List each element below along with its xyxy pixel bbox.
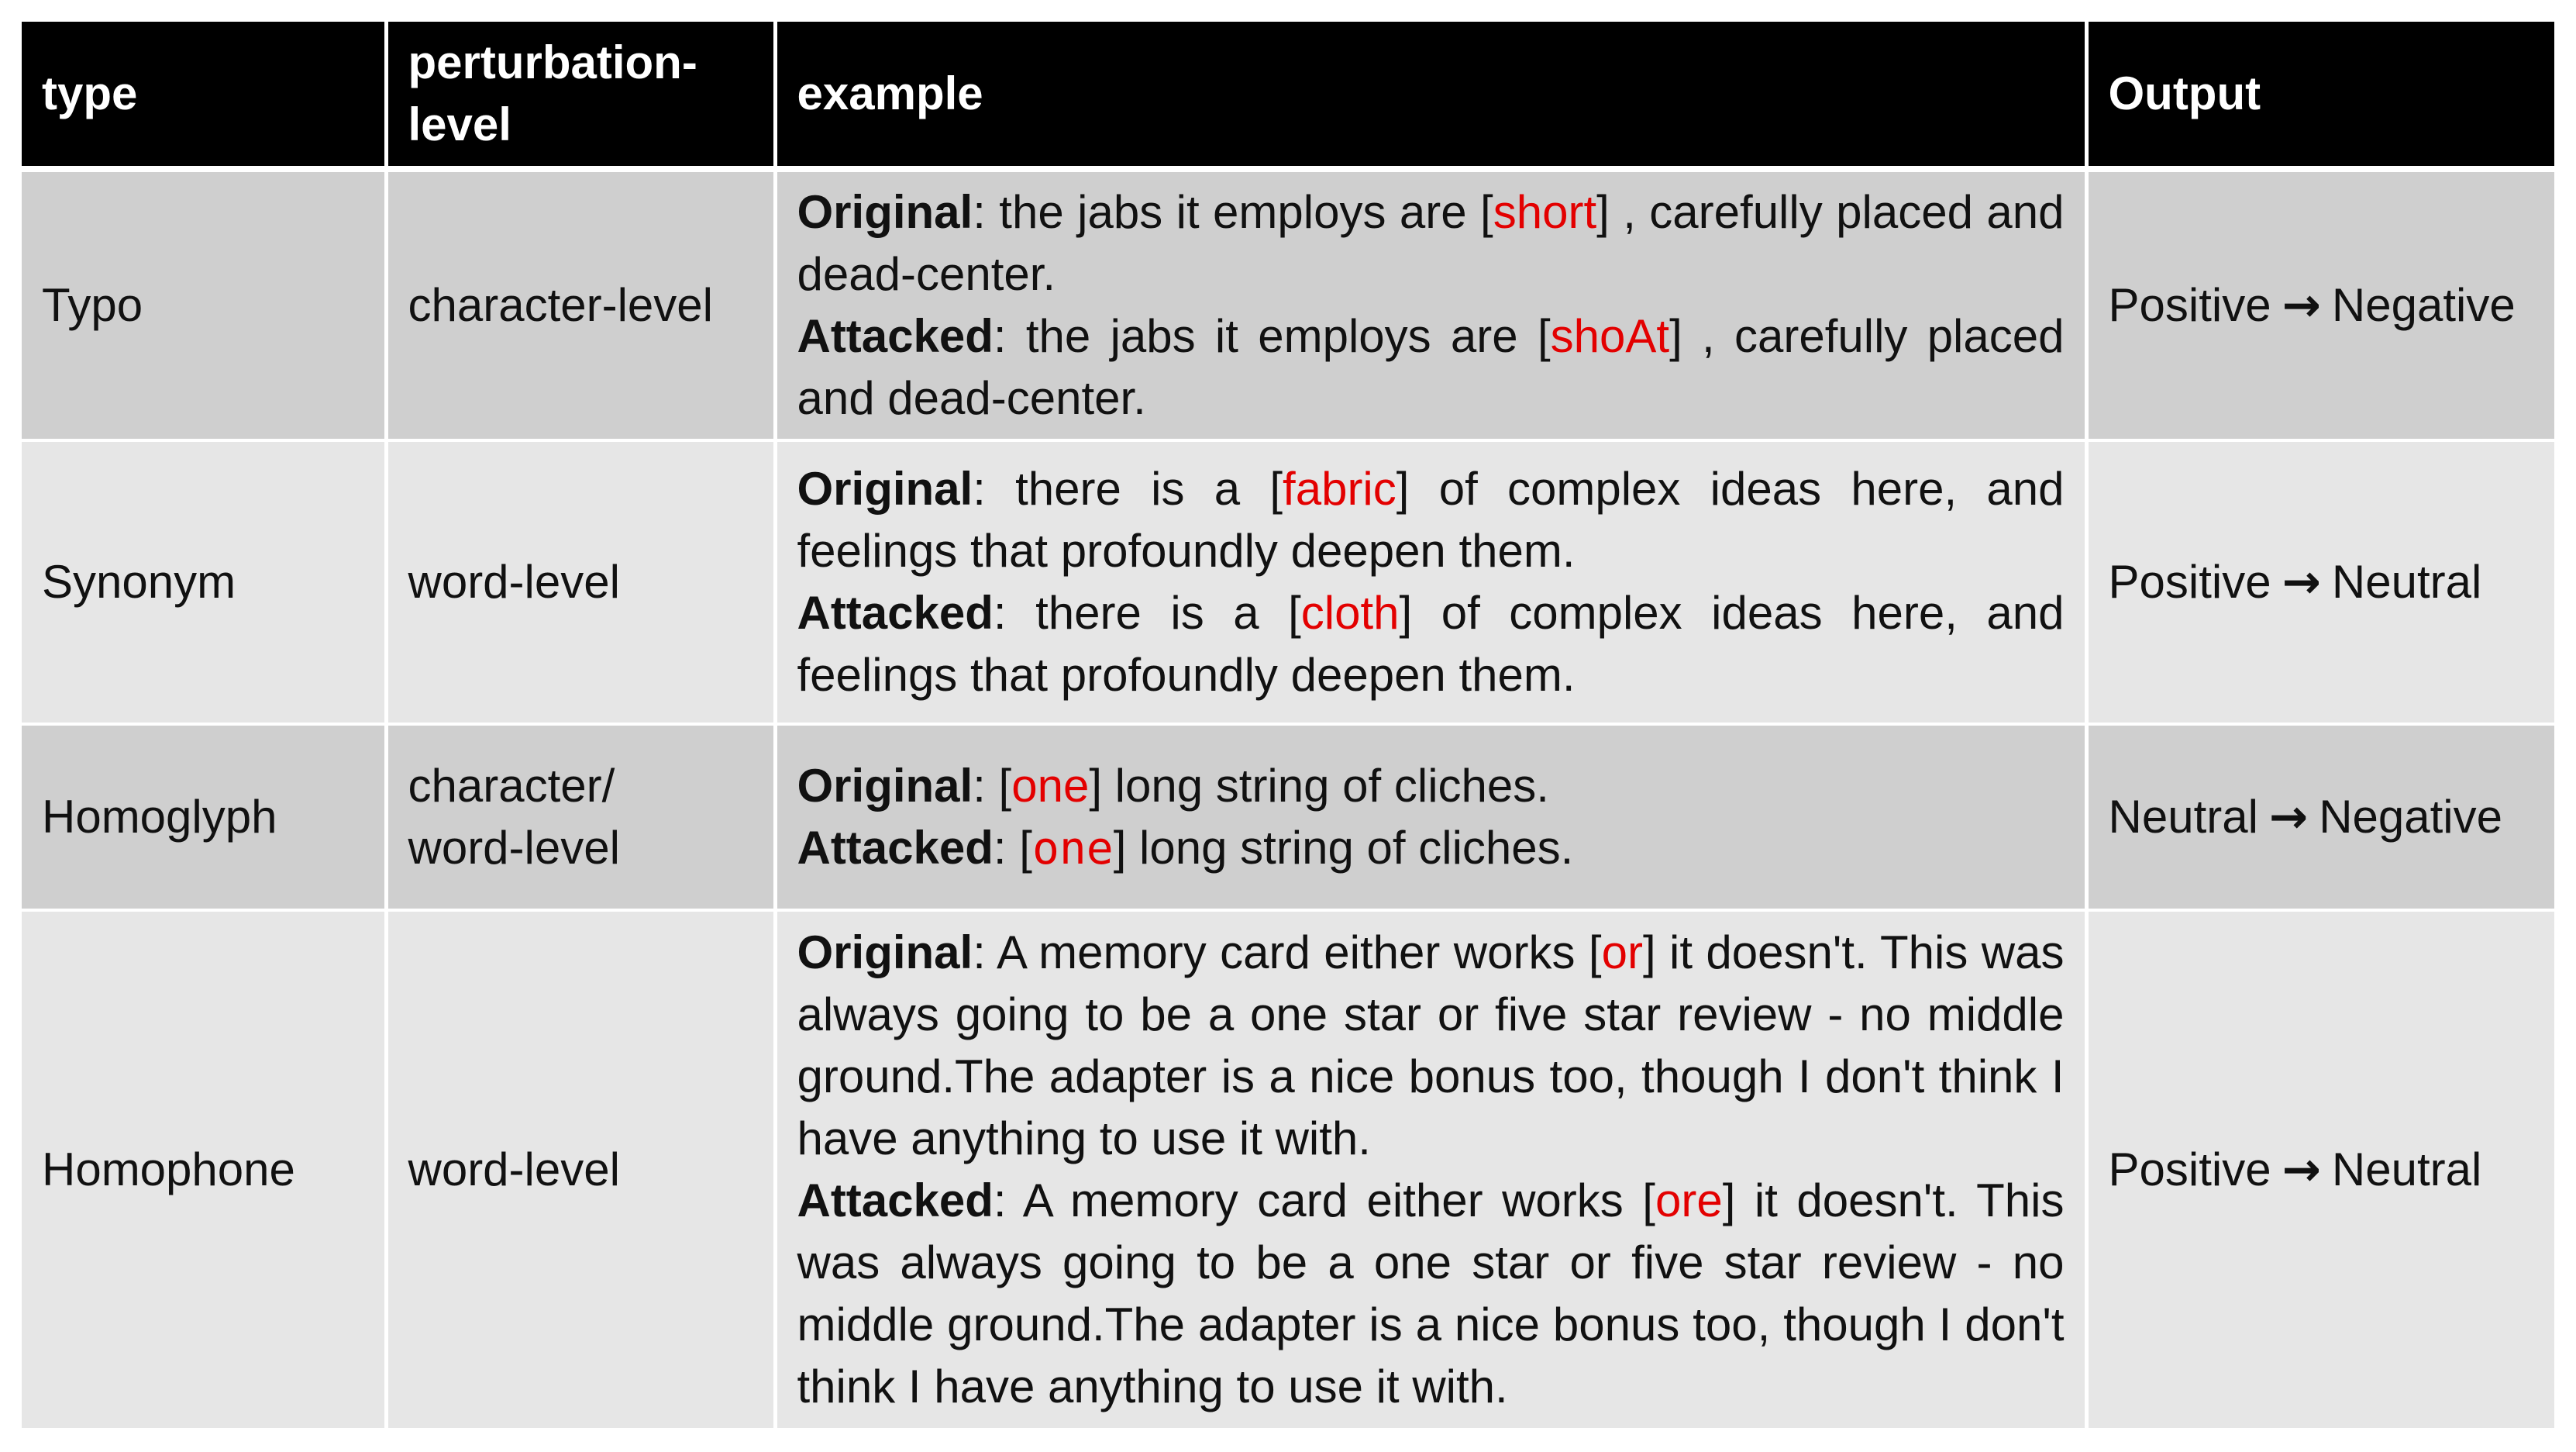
- cell-level: character-level: [386, 169, 775, 440]
- original-sentence: [797, 922, 2065, 1170]
- table-row: [22, 724, 2554, 910]
- arrow-right-icon: →: [2268, 790, 2309, 844]
- cell-example: [775, 724, 2086, 910]
- original-text-before: : the jabs it employs are [: [973, 186, 1493, 238]
- original-label: Original: [797, 760, 973, 812]
- original-text-after: ] long string of cliches.: [1089, 760, 1549, 812]
- output-to: Negative: [2331, 279, 2516, 331]
- original-sentence: [797, 755, 2065, 817]
- cell-example: [775, 910, 2086, 1430]
- attacked-highlight-word: shoAt: [1550, 310, 1670, 362]
- original-text-before: : A memory card either works [: [973, 926, 1602, 978]
- header-output: Output: [2086, 22, 2554, 169]
- attacked-label: Attacked: [797, 1174, 994, 1226]
- cell-type: Homophone: [22, 910, 386, 1430]
- output-from: Neutral: [2108, 791, 2258, 843]
- attacked-sentence: [797, 582, 2065, 706]
- cell-type: Synonym: [22, 440, 386, 724]
- attacked-highlight-word: ore: [1655, 1174, 1723, 1226]
- attacked-highlight-word: cloth: [1300, 587, 1400, 639]
- table-header-row: [22, 22, 2554, 169]
- original-text-after: ] , carefully placed and dead-center.: [797, 186, 2065, 300]
- original-text-after: ] of complex ideas here, and feelings that profoundly deepen them.: [797, 463, 2065, 577]
- original-highlight-word: or: [1601, 926, 1643, 978]
- attacked-text-before: : the jabs it employs are [: [993, 310, 1551, 362]
- attacked-text-after: ] it doesn't. This was always going to be a one star or five star review - no middle ground.The adapter is a nice bonus too, though I don't think I have anything to use it with.: [797, 1174, 2065, 1412]
- original-sentence: [797, 181, 2065, 305]
- original-label: Original: [797, 186, 973, 238]
- attacked-text-before: : A memory card either works [: [993, 1174, 1655, 1226]
- attacked-label: Attacked: [797, 822, 994, 874]
- attacked-sentence: [797, 1170, 2065, 1418]
- output-to: Neutral: [2331, 1143, 2482, 1195]
- cell-level: word-level: [386, 440, 775, 724]
- arrow-right-icon: →: [2282, 1143, 2321, 1197]
- cell-output: [2086, 440, 2554, 724]
- attacked-label: Attacked: [797, 587, 994, 639]
- attacked-text-after: ] , carefully placed and dead-center.: [797, 310, 2065, 424]
- adversarial-examples-table: [22, 22, 2554, 1431]
- output-from: Positive: [2108, 556, 2271, 608]
- table-row: [22, 440, 2554, 724]
- original-text-before: : [: [973, 760, 1012, 812]
- cell-output: [2086, 910, 2554, 1430]
- cell-output: [2086, 724, 2554, 910]
- header-perturbation-level: perturbation- level: [386, 22, 775, 169]
- original-label: Original: [797, 926, 973, 978]
- original-sentence: [797, 458, 2065, 582]
- original-text-before: : there is a [: [973, 463, 1283, 515]
- arrow-right-icon: →: [2282, 278, 2321, 333]
- attacked-text-after: ] of complex ideas here, and feelings that profoundly deepen them.: [797, 587, 2065, 701]
- cell-level: word-level: [386, 910, 775, 1430]
- original-highlight-word: fabric: [1283, 463, 1396, 515]
- header-type: type: [22, 22, 386, 169]
- cell-output: [2086, 169, 2554, 440]
- output-from: Positive: [2108, 279, 2271, 331]
- table-row: [22, 169, 2554, 440]
- cell-type: Typo: [22, 169, 386, 440]
- original-label: Original: [797, 463, 973, 515]
- header-example: example: [775, 22, 2086, 169]
- arrow-right-icon: →: [2282, 555, 2321, 609]
- output-to: Neutral: [2331, 556, 2482, 608]
- table-row: [22, 910, 2554, 1430]
- cell-example: [775, 169, 2086, 440]
- attacked-highlight-word: օne: [1031, 822, 1114, 874]
- cell-example: [775, 440, 2086, 724]
- attacked-label: Attacked: [797, 310, 994, 362]
- attacked-text-after: ] long string of cliches.: [1113, 822, 1574, 874]
- attacked-sentence: [797, 305, 2065, 429]
- output-to: Negative: [2319, 791, 2503, 843]
- original-highlight-word: one: [1011, 760, 1090, 812]
- original-text-after: ] it doesn't. This was always going to be a one star or five star review - no middle ground.The adapter is a nice bonus too, though I don't think I have anything to use it with.: [797, 926, 2065, 1164]
- attacked-sentence: [797, 817, 2065, 879]
- cell-level: character/ word-level: [386, 724, 775, 910]
- cell-type: Homoglyph: [22, 724, 386, 910]
- original-highlight-word: short: [1493, 186, 1597, 238]
- attacked-text-before: : there is a [: [993, 587, 1301, 639]
- output-from: Positive: [2108, 1143, 2271, 1195]
- attacked-text-before: : [: [993, 822, 1032, 874]
